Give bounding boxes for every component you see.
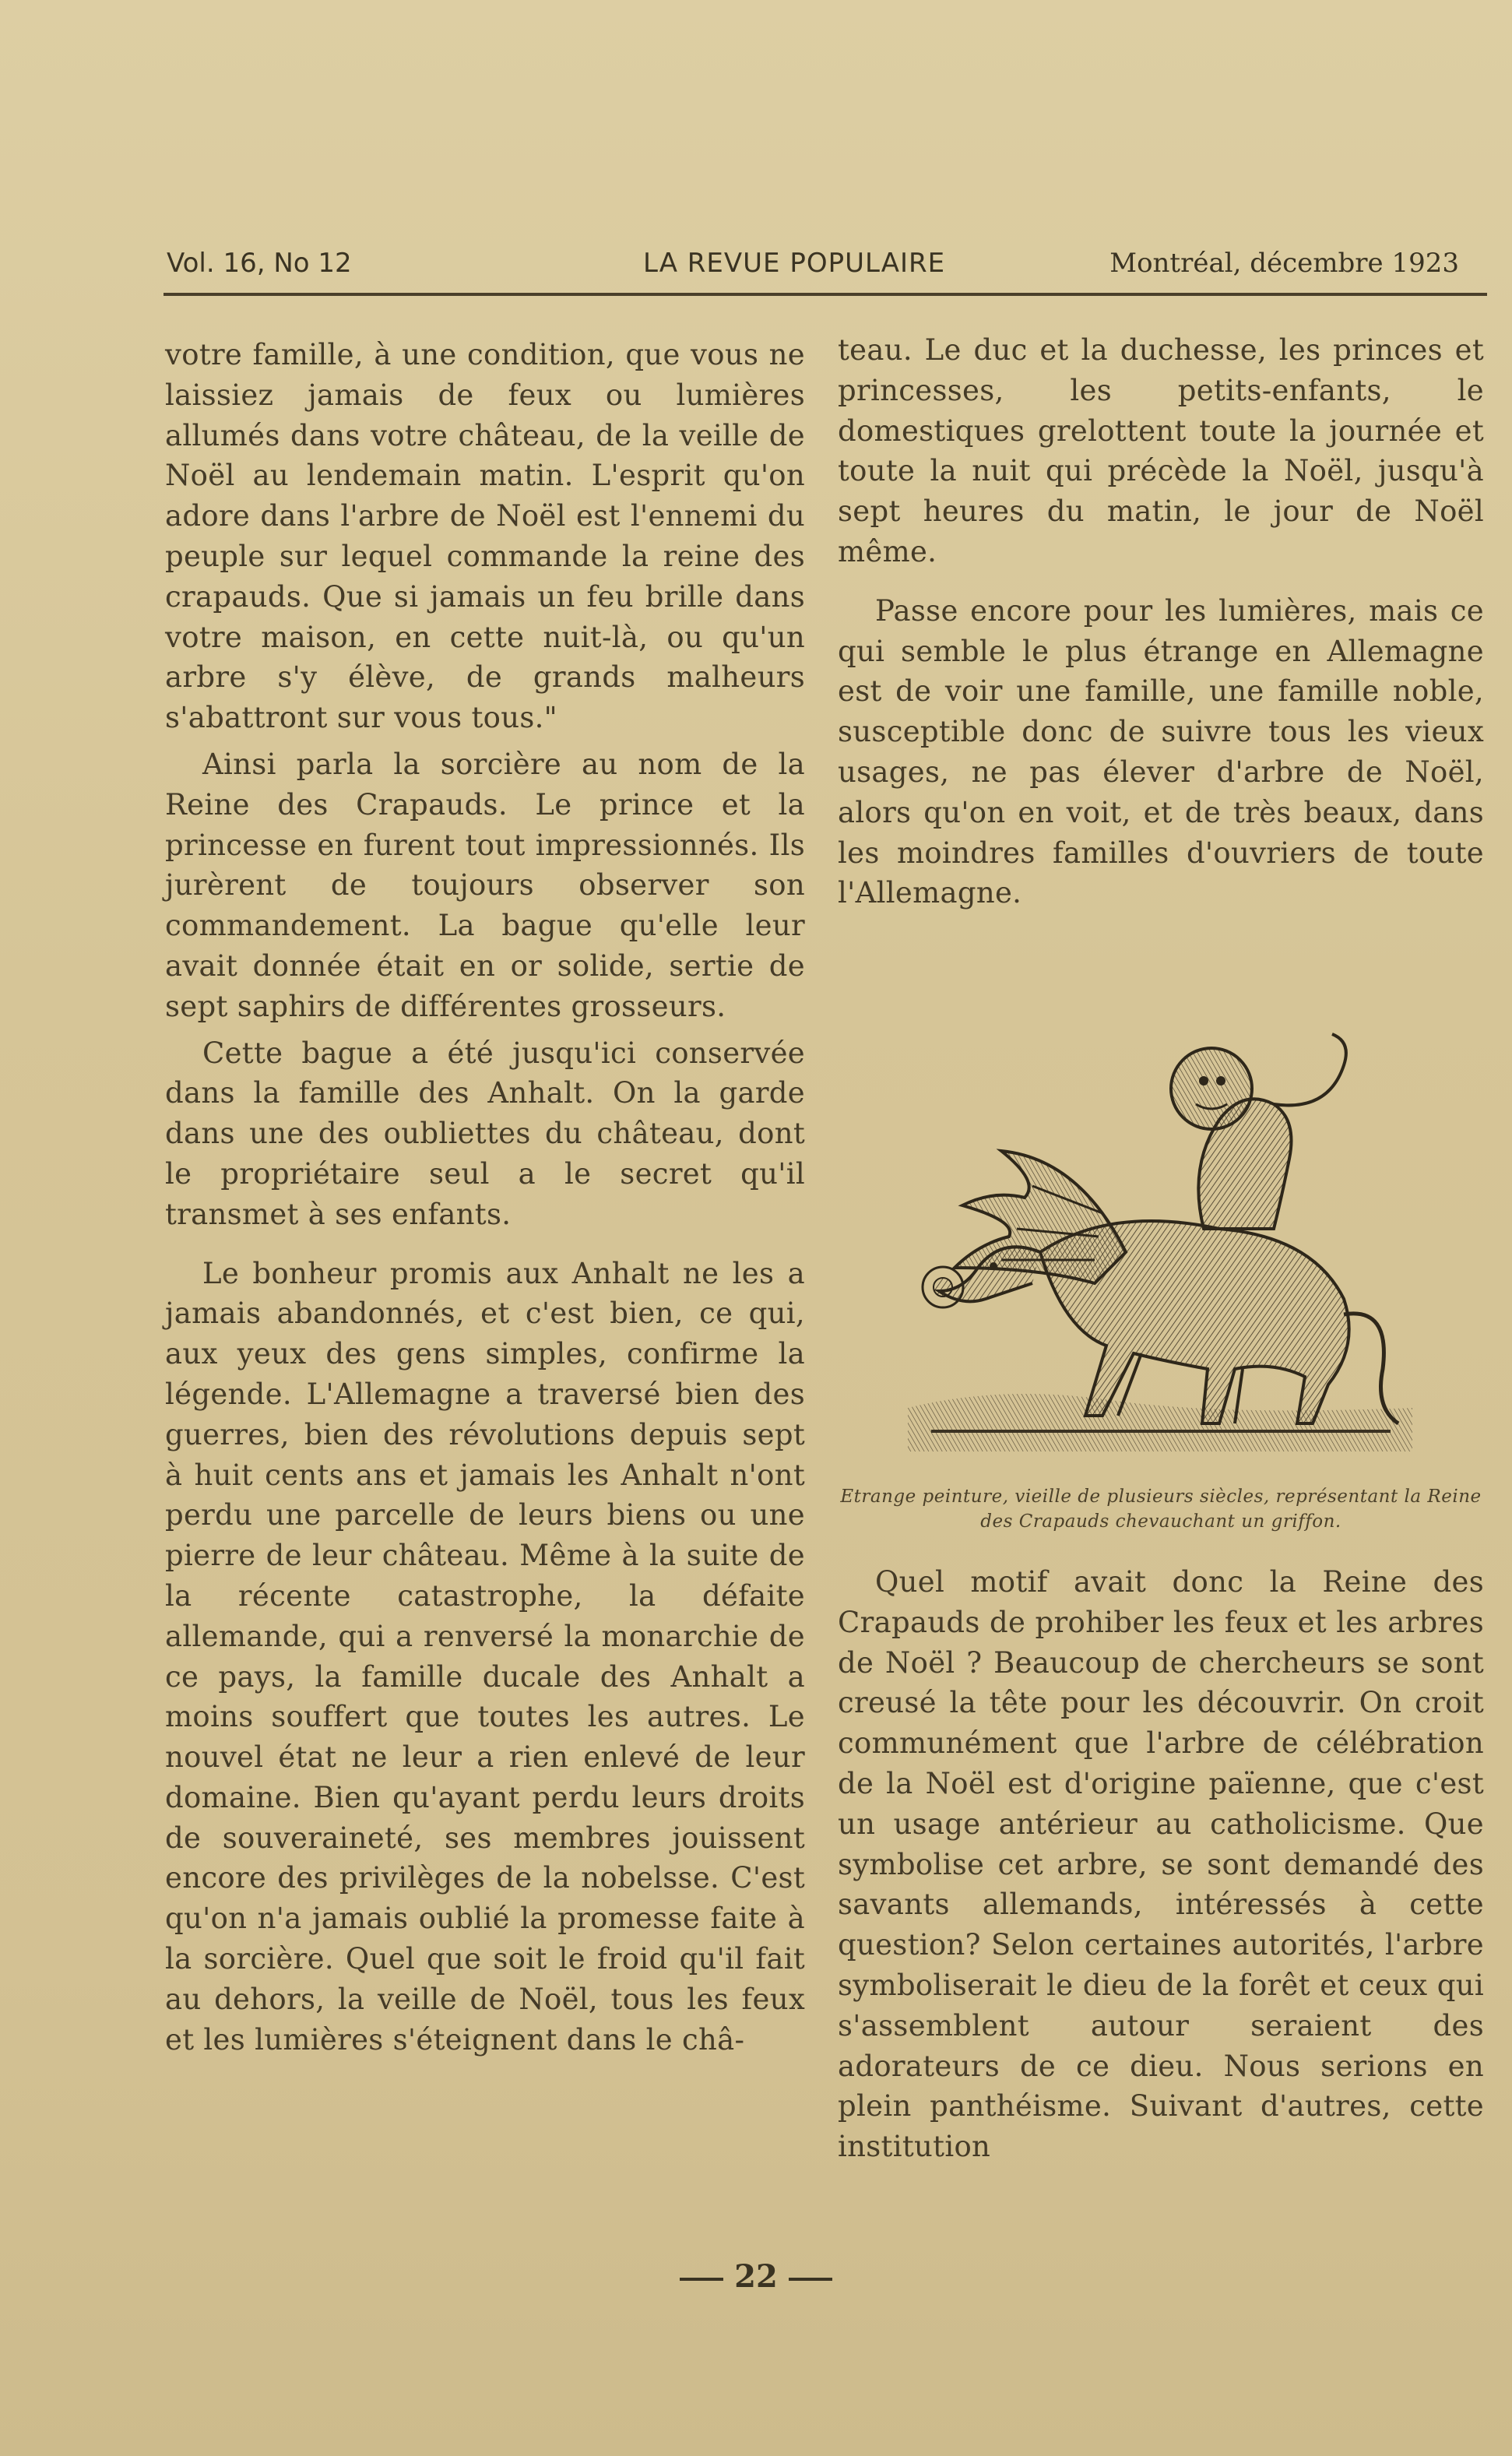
ornament-dash-left bbox=[680, 2278, 723, 2281]
paragraph: Cette bague a été jusqu'ici conservée dans la famille des Anhalt. On la garde dans une des oubliettes du château, dont le propriétaire seul a le secret qu'il transmet à ses enfants. bbox=[165, 1036, 805, 1231]
page-header bbox=[167, 248, 1459, 287]
issue-date: Montréal, décembre 1923 bbox=[1109, 248, 1459, 279]
paragraph: votre famille, à une condition, que vous ne laissiez jamais de feux ou lumières allumés dans votre château, de la veille de Noël au lendemain matin. L'esprit qu'on adore dans l'arbre de Noël est l'ennemi du peuple sur lequel commande la reine des crapauds. Que si jamais un feu brille dans votre maison, en cette nuit-là, ou qu'un arbre s'y élève, de grands malheurs s'abattront sur vous tous." bbox=[165, 338, 805, 735]
paragraph: teau. Le duc et la duchesse, les princes et princesses, les petits-enfants, le domestiques grelottent toute la journée et toute la nuit qui précède la Noël, jusqu'à sept heures du matin, le jour de Noël même. bbox=[838, 333, 1484, 568]
right-column bbox=[838, 330, 1484, 913]
left-column bbox=[165, 335, 805, 2060]
paragraph: Quel motif avait donc la Reine des Crapauds de prohiber les feux et les arbres de Noël ? Beaucoup de chercheurs se sont creusé la tête pour les découvrir. On croit communément que l'arbre de célébration de la Noël est d'origine païenne, que c'est un usage antérieur au catholicisme. Que symbolise cet arbre, se sont demandé des savants allemands, intéressés à cette question? Selon certaines autorités, l'arbre symboliserait le dieu de la forêt et ceux qui s'assemblent autour seraient des adorateurs de ce dieu. Nous serions en plein panthéisme. Suivant d'autres, cette institution bbox=[838, 1565, 1484, 2164]
paragraph: Ainsi parla la sorcière au nom de la Reine des Crapauds. Le prince et la princesse en furent tout impressionnés. Ils jurèrent de toujours observer son commandement. La bague qu'elle leur avait donnée était en or solide, sertie de sept saphirs de différentes grosseurs. bbox=[165, 747, 805, 1023]
ornament-dash-right bbox=[789, 2278, 832, 2281]
figure-caption: Etrange peinture, vieille de plusieurs siècles, représentant la Reine des Crapauds chevauchant un griffon. bbox=[840, 1487, 1482, 1532]
publication-title: LA REVUE POPULAIRE bbox=[643, 248, 946, 279]
engraving-illustration bbox=[908, 1019, 1412, 1451]
paragraph: Passe encore pour les lumières, mais ce qui semble le plus étrange en Allemagne est de voir une famille, une famille noble, susceptible donc de suivre tous les vieux usages, ne pas élever d'arbre de Noël, alors qu'on en voit, et de très beaux, dans les moindres familles d'ouvriers de toute l'Allemagne. bbox=[838, 593, 1484, 910]
right-column-continued bbox=[838, 1562, 1484, 2167]
griffin-rider-icon bbox=[908, 1019, 1412, 1451]
issue-volume: Vol. 16, No 12 bbox=[167, 248, 352, 279]
page-number-footer bbox=[0, 2258, 1512, 2295]
header-rule bbox=[164, 293, 1487, 296]
page-number: 22 bbox=[734, 2258, 778, 2295]
paragraph: Le bonheur promis aux Anhalt ne les a jamais abandonnés, et c'est bien, ce qui, aux yeux des gens simples, confirme la légende. L'Allemagne a traversé bien des guerres, bien des révolutions depuis sept à huit cents ans et jamais les Anhalt n'ont perdu une parcelle de leurs biens ou une pierre de leur château. Même à la suite de la récente catastrophe, la défaite allemande, qui a renversé la monarchie de ce pays, la famille ducale des Anhalt a moins souffert que toutes les autres. Le nouvel état ne leur a rien enlevé de leur domaine. Bien qu'ayant perdu leurs droits de souveraineté, ses membres jouissent encore des privilèges de la nobelsse. C'est qu'on n'a jamais oublié la promesse faite à la sorcière. Quel que soit le froid qu'il fait au dehors, la veille de Noël, tous les feux et les lumières s'éteignent dans le châ- bbox=[165, 1256, 805, 2057]
